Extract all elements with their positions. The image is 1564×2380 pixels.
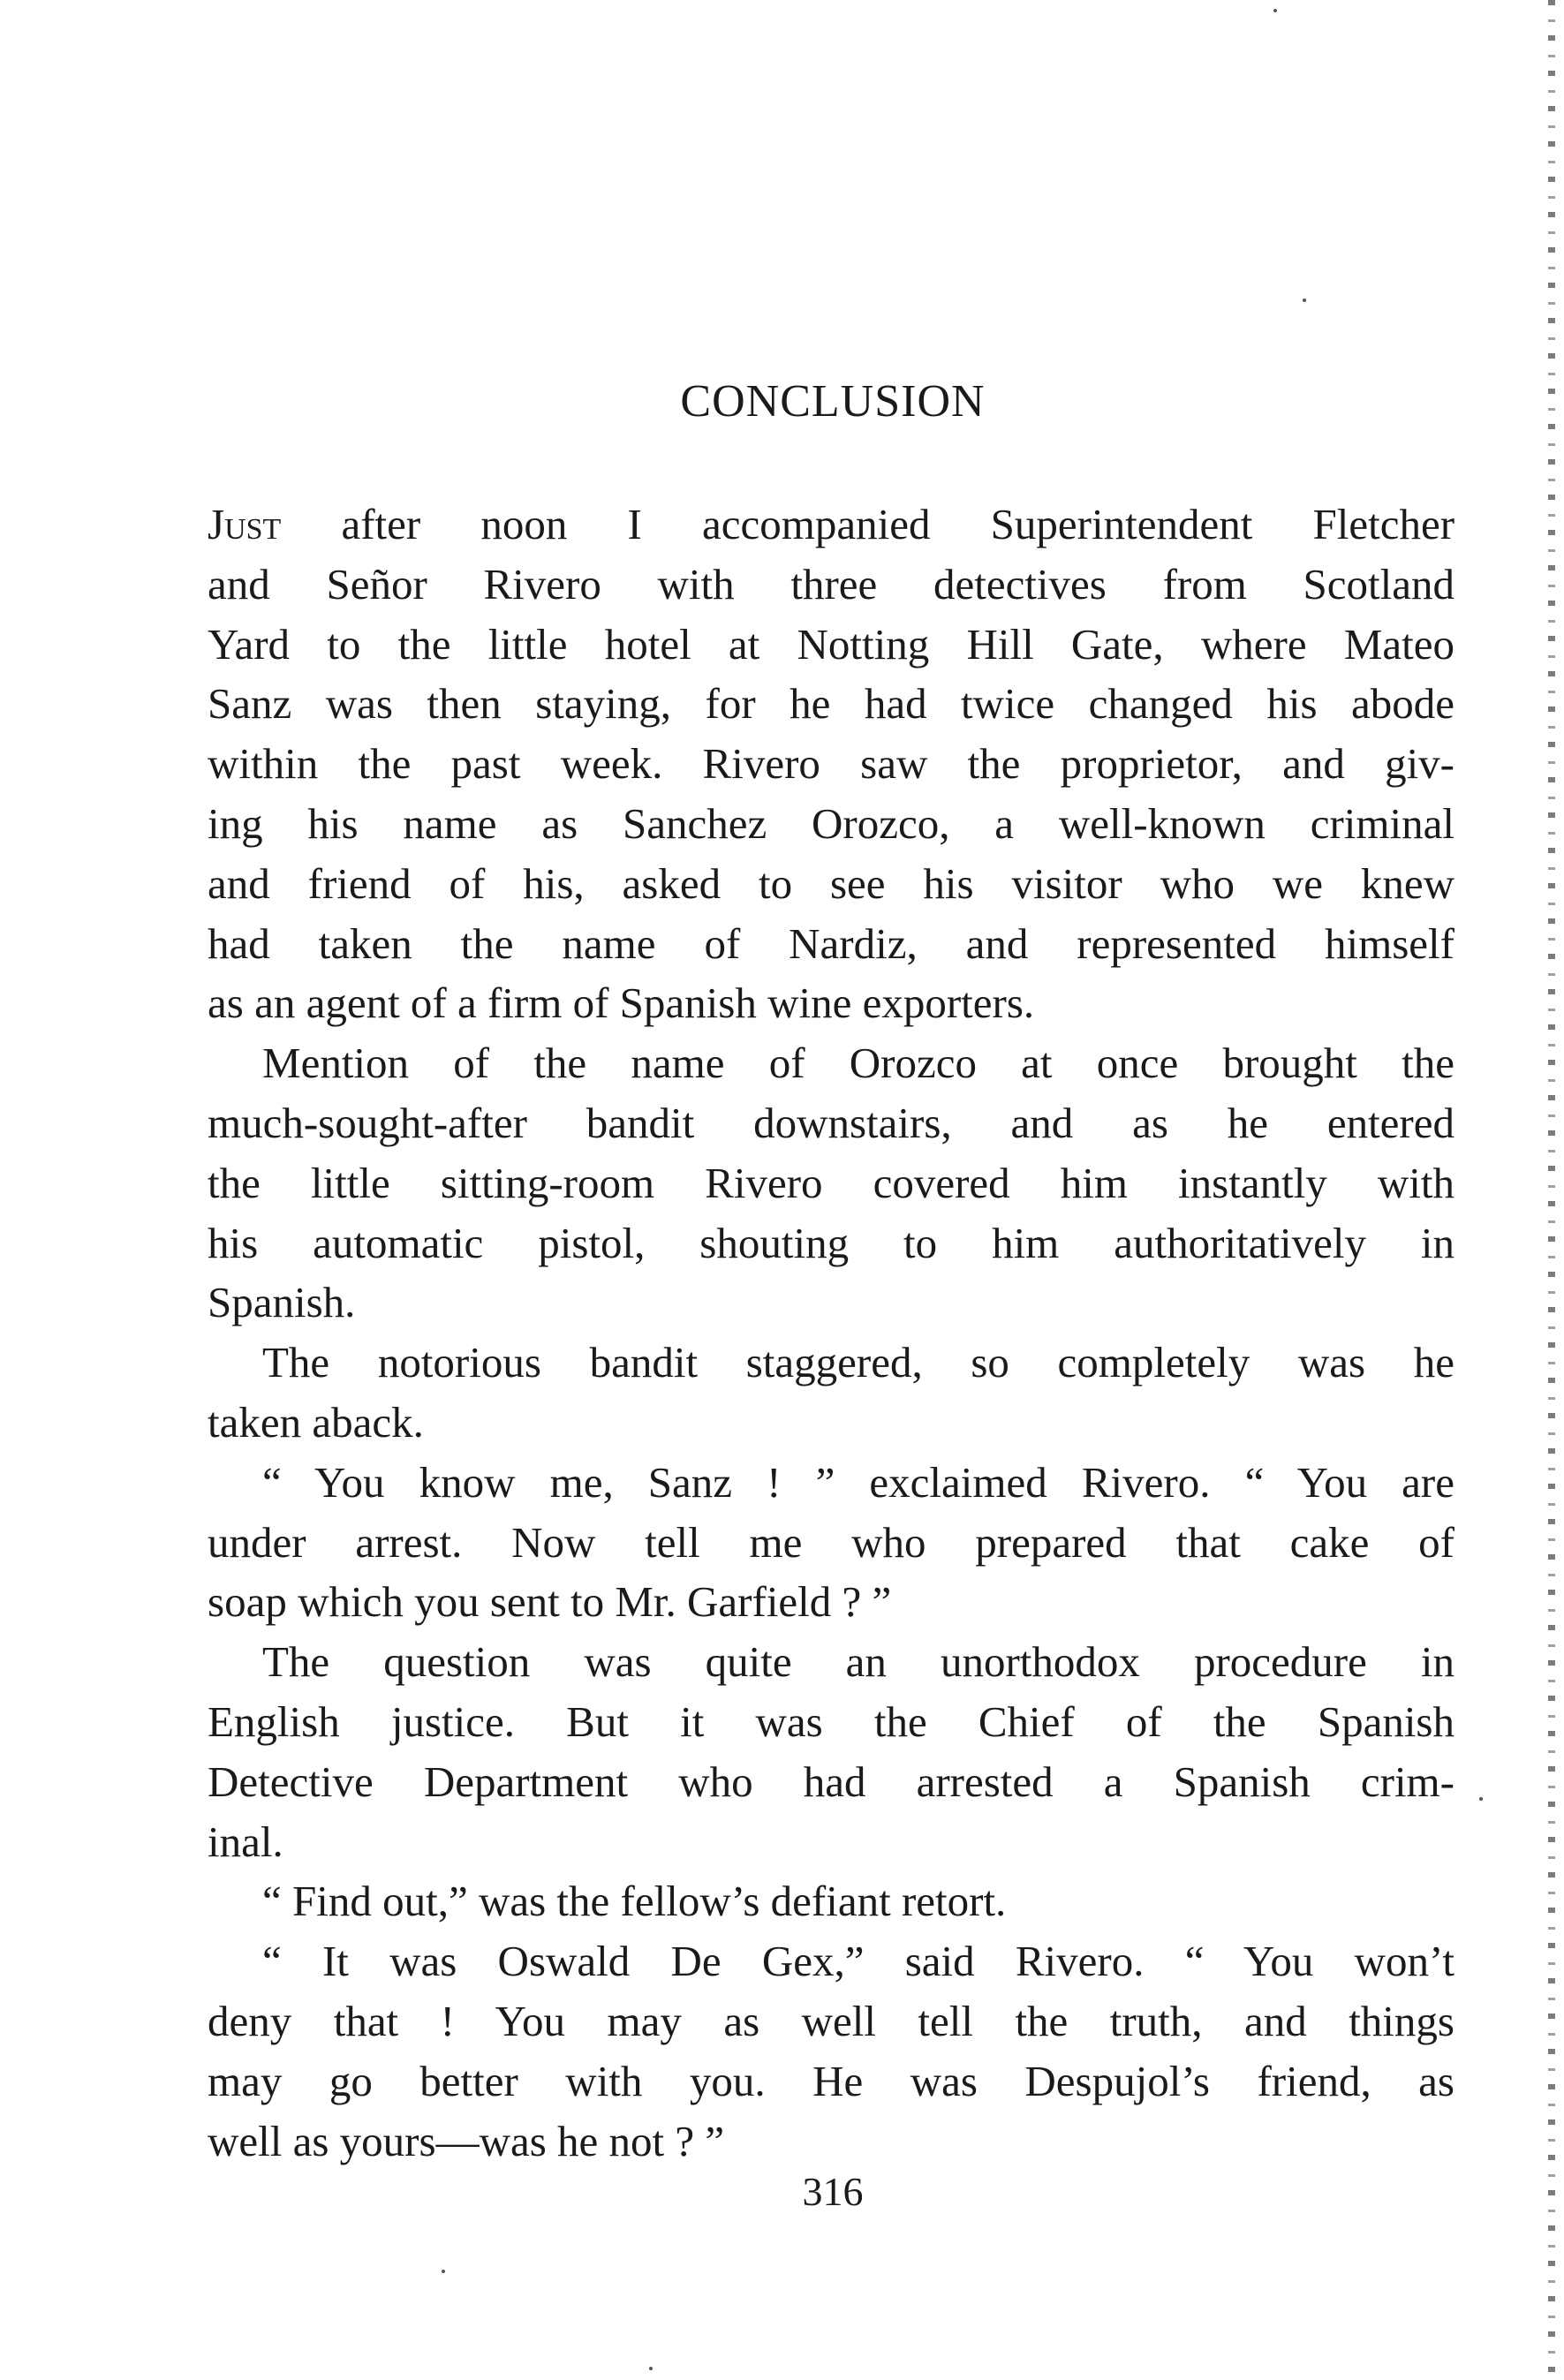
line-text: Spanish. — [208, 1278, 356, 1327]
line-text: as an agent of a firm of Spanish wine exporters. — [208, 978, 1035, 1028]
text-line — [208, 2112, 1454, 2172]
line-text: well as yours—was he not ? ” — [208, 2116, 725, 2165]
text-line — [208, 1692, 1454, 1752]
line-text: Yard to the little hotel at Notting Hill Gate, where Mateo — [208, 619, 1454, 669]
scan-speck — [649, 2367, 653, 2370]
line-text: his automatic pistol, shouting to him authoritatively in — [208, 1218, 1454, 1267]
line-text: “ You know me, Sanz ! ” exclaimed Rivero. “ You are — [262, 1457, 1454, 1507]
text-line — [208, 555, 1454, 615]
line-text: deny that ! You may as well tell the truth, and things — [208, 1996, 1454, 2045]
line-text: inal. — [208, 1817, 283, 1866]
line-text: “ Find out,” was the fellow’s defiant retort. — [262, 1877, 1007, 1926]
scan-speck — [1479, 1797, 1483, 1801]
text-line — [208, 674, 1454, 734]
line-text: ing his name as Sanchez Orozco, a well-known criminal — [208, 798, 1454, 848]
text-line — [208, 1513, 1454, 1573]
line-text: the little sitting-room Rivero covered him instantly with — [208, 1158, 1454, 1207]
line-text: may go better with you. He was Despujol’s friend, as — [208, 2056, 1454, 2105]
line-text: and Señor Rivero with three detectives from Scotland — [208, 559, 1454, 608]
text-line — [208, 1931, 1454, 1991]
line-text: Detective Department who had arrested a Spanish crim- — [208, 1757, 1454, 1806]
text-line — [208, 1033, 1454, 1093]
line-text: The question was quite an unorthodox procedure in — [262, 1637, 1454, 1687]
text-line — [208, 973, 1454, 1033]
text-line — [208, 1812, 1454, 1872]
scan-speck — [1273, 9, 1277, 12]
text-line — [208, 854, 1454, 914]
page-number: 316 — [802, 2169, 864, 2214]
line-text: under arrest. Now tell me who prepared that cake of — [208, 1517, 1454, 1567]
line-text: and friend of his, asked to see his visitor who we knew — [208, 858, 1454, 908]
line-text: taken aback. — [208, 1397, 424, 1447]
scan-speck — [1303, 298, 1306, 302]
text-line — [208, 1871, 1454, 1931]
text-line — [208, 2051, 1454, 2112]
line-text: Mention of the name of Orozco at once brought the — [262, 1039, 1454, 1088]
text-line — [208, 495, 1454, 555]
line-text: “ It was Oswald De Gex,” said Rivero. “ You won’t — [262, 1937, 1454, 1986]
text-line — [208, 1213, 1454, 1273]
line-text: Sanz was then staying, for he had twice changed his abode — [208, 679, 1454, 729]
line-text: much-sought-after bandit downstairs, and as he entered — [208, 1098, 1454, 1147]
line-text: after noon I accompanied Superintendent Fletcher — [341, 500, 1455, 548]
text-line — [208, 615, 1454, 675]
text-line — [208, 1453, 1454, 1513]
chapter-title: CONCLUSION — [680, 376, 986, 427]
text-line — [208, 1572, 1454, 1632]
scan-speck — [442, 2270, 445, 2273]
line-text: had taken the name of Nardiz, and represented himself — [208, 918, 1454, 968]
scan-edge — [1548, 0, 1555, 2380]
text-line — [208, 1153, 1454, 1213]
text-line — [208, 1752, 1454, 1812]
text-line — [208, 1632, 1454, 1692]
text-line — [208, 794, 1454, 854]
text-line — [208, 914, 1454, 974]
body-text — [208, 495, 1454, 2171]
line-text: The notorious bandit staggered, so completely was he — [262, 1338, 1454, 1387]
text-line — [208, 734, 1454, 794]
text-line — [208, 1991, 1454, 2051]
line-text: English justice. But it was the Chief of the Spanish — [208, 1696, 1454, 1746]
line-text: within the past week. Rivero saw the proprietor, and giv- — [208, 739, 1454, 789]
text-line — [208, 1273, 1454, 1333]
drop-word: Just — [208, 500, 282, 548]
text-line — [208, 1393, 1454, 1453]
text-line — [208, 1093, 1454, 1153]
line-text: soap which you sent to Mr. Garfield ? ” — [208, 1577, 892, 1627]
text-line — [208, 1333, 1454, 1393]
